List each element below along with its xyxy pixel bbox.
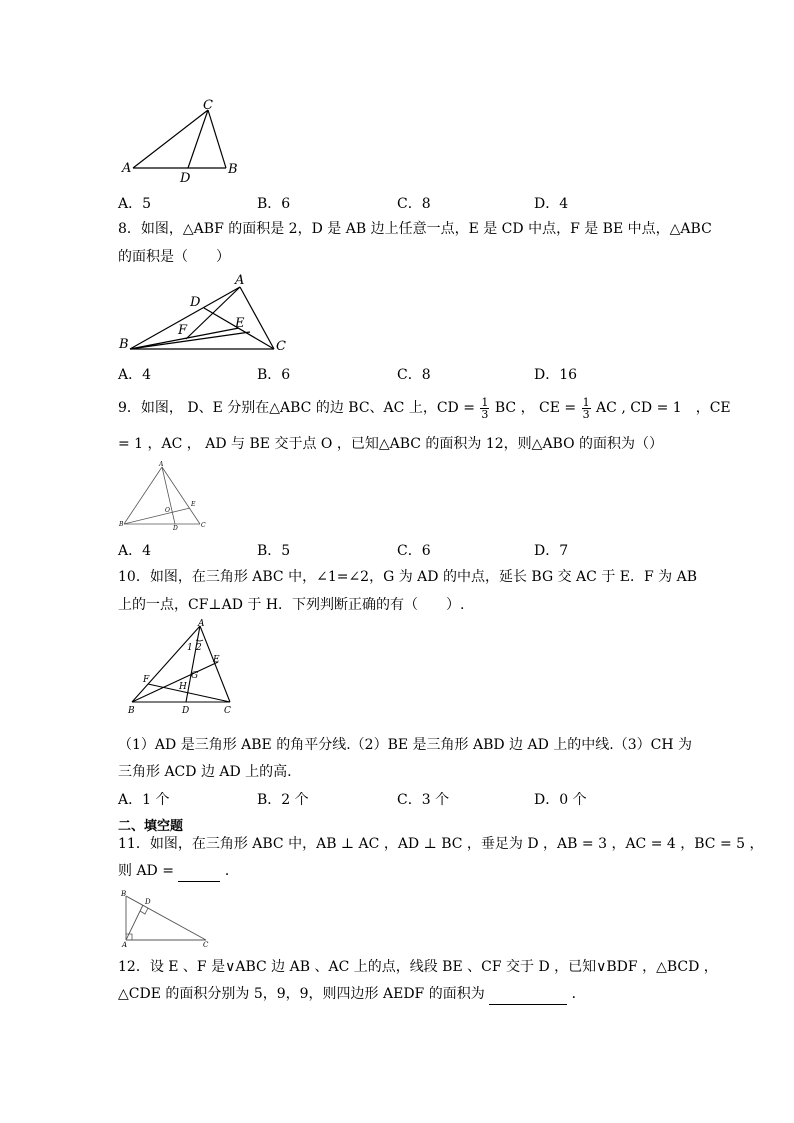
figure-q11: [118, 888, 218, 948]
q8-line1: 8．如图，△ABF 的面积是 2，D 是 AB 边上任意一点，E 是 CD 中点，F 是 BE 中点，△ABC: [118, 221, 712, 237]
q8-option-a[interactable]: A．4: [118, 367, 152, 383]
label-o: O: [165, 507, 170, 514]
label-d: D: [182, 706, 190, 716]
q12-answer-blank[interactable]: [489, 984, 567, 1005]
q8-option-b[interactable]: B．6: [257, 367, 291, 383]
label-b: B: [121, 890, 127, 898]
frac2-numerator: 1: [582, 395, 590, 409]
q10-line1: 10．如图，在三角形 ABC 中，∠1=∠2，G 为 AD 的中点，延长 BG 交 AC 于 E．F 为 AB: [118, 569, 697, 585]
q9-option-b[interactable]: B．5: [257, 543, 291, 559]
label-c: C: [203, 941, 209, 948]
q9-option-d[interactable]: D．7: [534, 543, 569, 559]
q8-option-c[interactable]: C．8: [397, 367, 431, 383]
q11-line1: 11．如图，在三角形 ABC 中，AB ⊥ AC ，AD ⊥ BC ，垂足为 D ，AB = 3 ，AC = 4 ，BC = 5 ，: [118, 836, 764, 852]
q9-line1-c: AC , CD = 1 ，CE: [596, 400, 731, 416]
label-a: A: [235, 273, 245, 288]
section-heading-fill-in: 二、填空题: [118, 819, 184, 834]
frac2-denominator: 3: [582, 407, 590, 421]
q7-option-c[interactable]: C．8: [397, 196, 431, 212]
label-h: H: [179, 682, 187, 692]
q7-option-a[interactable]: A．5: [118, 196, 152, 212]
label-e: E: [213, 655, 220, 665]
frac1-denominator: 3: [481, 407, 489, 421]
figure-q9: [118, 460, 213, 530]
label-a: A: [122, 161, 132, 176]
q9-line1: [118, 396, 731, 420]
q12-line2-text: △CDE 的面积分别为 5，9，9，则四边形 AEDF 的面积为: [118, 986, 485, 1002]
label-c: C: [276, 339, 286, 354]
figure-q8: [118, 270, 298, 355]
label-b: B: [119, 337, 129, 352]
q12-line2: [118, 984, 586, 1005]
q11-line2-text: 则 AD =: [118, 863, 174, 879]
label-c: C: [203, 98, 213, 113]
label-g: G: [191, 671, 199, 681]
label-e: E: [191, 501, 196, 508]
q9-line1-a: 9．如图， D、E 分别在△ABC 的边 BC、AC 上，CD =: [118, 400, 475, 416]
q7-option-d[interactable]: D．4: [534, 196, 569, 212]
q10-statement2: 三角形 ACD 边 AD 上的高.: [118, 764, 292, 780]
label-f: F: [143, 675, 150, 685]
q10-option-d[interactable]: D．0 个: [534, 792, 587, 808]
label-d: D: [145, 898, 151, 906]
label-d: D: [180, 171, 191, 185]
label-c: C: [201, 522, 206, 529]
label-f: F: [178, 323, 188, 338]
figure-q7: [118, 95, 248, 185]
q10-option-c[interactable]: C．3 个: [397, 792, 450, 808]
frac1-numerator: 1: [481, 395, 489, 409]
q11-answer-blank[interactable]: [178, 861, 220, 882]
q9-line2: = 1 ，AC ， AD 与 BE 交于点 O ，已知△ABC 的面积为 12，则△ABO 的面积为（）: [118, 436, 664, 452]
label-b: B: [119, 521, 124, 528]
q8-options: [118, 364, 718, 384]
fraction-one-third-1: [480, 397, 489, 420]
label-a: A: [159, 461, 164, 468]
label-2: 2: [196, 643, 202, 653]
q9-options: [118, 540, 718, 560]
label-a: A: [122, 941, 128, 948]
q11-line2: [118, 861, 239, 882]
label-b: B: [228, 162, 238, 177]
figure-q10: [118, 618, 248, 718]
label-a: A: [198, 619, 205, 629]
q7-option-b[interactable]: B．6: [257, 196, 291, 212]
q12-line2-end: ．: [571, 986, 586, 1002]
q8-line2: 的面积是（ ）: [118, 249, 230, 265]
label-b: B: [128, 706, 135, 716]
label-1: 1: [187, 643, 193, 653]
q11-line2-end: ．: [224, 863, 239, 879]
label-c: C: [224, 706, 231, 716]
q8-option-d[interactable]: D．16: [534, 367, 578, 383]
fraction-one-third-2: [582, 397, 591, 420]
q10-options: [118, 789, 718, 809]
q10-option-a[interactable]: A．1 个: [118, 792, 170, 808]
q10-option-b[interactable]: B．2 个: [257, 792, 309, 808]
label-d: D: [173, 525, 178, 530]
q10-line2: 上的一点，CF⊥AD 于 H．下列判断正确的有（ ）.: [118, 597, 465, 613]
label-e: E: [235, 316, 245, 331]
q7-options: [118, 193, 718, 213]
q9-option-a[interactable]: A．4: [118, 543, 152, 559]
q12-line1: 12．设 E 、F 是∨ABC 边 AB 、AC 上的点，线段 BE 、CF 交于 D ，已知∨BDF ，△BCD ，: [118, 959, 718, 975]
label-d: D: [190, 295, 201, 310]
q9-line1-b: BC ， CE =: [494, 400, 577, 416]
q9-option-c[interactable]: C．6: [397, 543, 431, 559]
q10-statement1: （1）AD 是三角形 ABE 的角平分线.（2）BE 是三角形 ABD 边 AD 上的中线.（3）CH 为: [118, 737, 693, 753]
